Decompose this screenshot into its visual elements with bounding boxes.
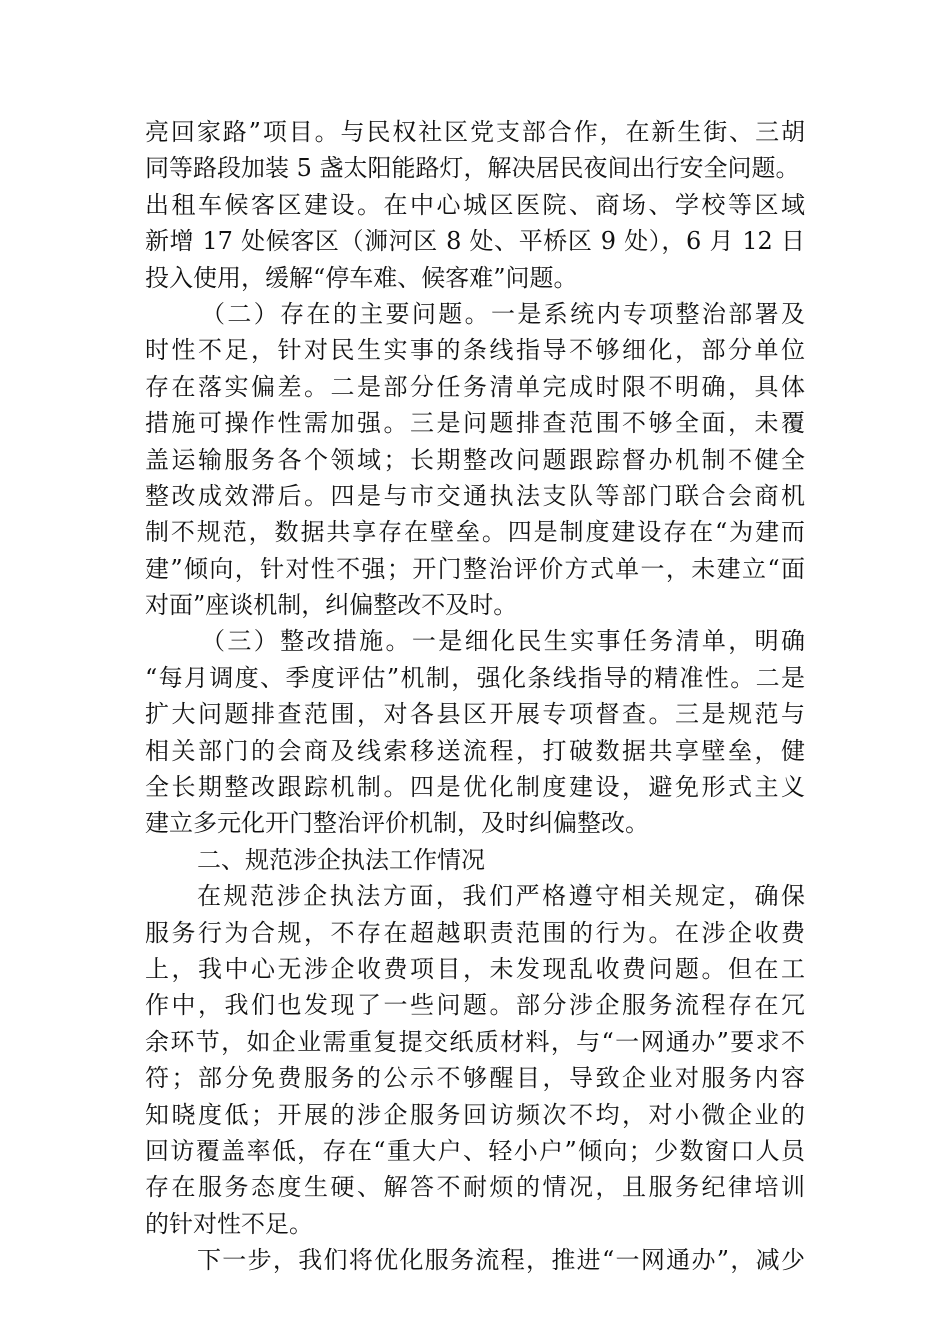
- text-line: （三）整改措施。一是细化民生实事任务清单，明确: [201, 627, 805, 656]
- text-line: 新增 17 处候客区（浉河区 8 处、平桥区 9 处），6 月 12 日: [145, 227, 805, 256]
- text-line: 时性不足，针对民生实事的条线指导不够细化，部分单位: [145, 336, 805, 365]
- text-line: “每月调度、季度评估”机制，强化条线指导的精准性。二是: [145, 663, 805, 692]
- text-line: 符；部分免费服务的公示不够醒目，导致企业对服务内容: [145, 1064, 805, 1093]
- text-line: 服务行为合规，不存在超越职责范围的行为。在涉企收费: [145, 918, 805, 947]
- text-line: 全长期整改跟踪机制。四是优化制度建设，避免形式主义: [145, 773, 805, 802]
- text-line: 在规范涉企执法方面，我们严格遵守相关规定，确保: [197, 882, 805, 911]
- text-line: 建”倾向，针对性不强；开门整治评价方式单一，未建立“面: [145, 554, 805, 583]
- text-line: 投入使用，缓解“停车难、候客难”问题。: [145, 263, 578, 292]
- text-line: 回访覆盖率低，存在“重大户、轻小户”倾向；少数窗口人员: [145, 1136, 805, 1165]
- text-line: 亮回家路”项目。与民权社区党支部合作，在新生街、三胡: [145, 118, 805, 146]
- text-line: 二、规范涉企执法工作情况: [197, 845, 485, 874]
- text-line: 措施可操作性需加强。三是问题排查范围不够全面，未覆: [145, 409, 805, 438]
- text-line: 上，我中心无涉企收费项目，未发现乱收费问题。但在工: [145, 954, 805, 983]
- text-line: 的针对性不足。: [145, 1209, 313, 1238]
- document-body: [145, 114, 805, 1279]
- text-line: 同等路段加装 5 盏太阳能路灯，解决居民夜间出行安全问题。: [145, 154, 800, 183]
- text-line: 存在落实偏差。二是部分任务清单完成时限不明确，具体: [145, 372, 805, 401]
- text-line: 存在服务态度生硬、解答不耐烦的情况，且服务纪律培训: [145, 1173, 805, 1202]
- text-line: 作中，我们也发现了一些问题。部分涉企服务流程存在冗: [145, 991, 805, 1020]
- text-line: 制不规范，数据共享存在壁垒。四是制度建设存在“为建而: [145, 518, 805, 547]
- text-line: 相关部门的会商及线索移送流程，打破数据共享壁垒，健: [145, 736, 805, 765]
- text-line: 整改成效滞后。四是与市交通执法支队等部门联合会商机: [145, 481, 805, 510]
- text-line: 知晓度低；开展的涉企服务回访频次不均，对小微企业的: [145, 1100, 805, 1129]
- text-line: 对面”座谈机制，纠偏整改不及时。: [145, 591, 518, 620]
- text-line: 余环节，如企业需重复提交纸质材料，与“一网通办”要求不: [145, 1027, 805, 1056]
- text-line: 下一步，我们将优化服务流程，推进“一网通办”，减少: [197, 1246, 805, 1275]
- text-line: 出租车候客区建设。在中心城区医院、商场、学校等区域: [145, 190, 805, 219]
- text-line: （二）存在的主要问题。一是系统内专项整治部署及: [201, 299, 805, 328]
- text-line: 扩大问题排查范围，对各县区开展专项督查。三是规范与: [145, 700, 805, 729]
- text-line: 建立多元化开门整治评价机制，及时纠偏整改。: [145, 809, 649, 838]
- text-line: 盖运输服务各个领域；长期整改问题跟踪督办机制不健全: [145, 445, 805, 474]
